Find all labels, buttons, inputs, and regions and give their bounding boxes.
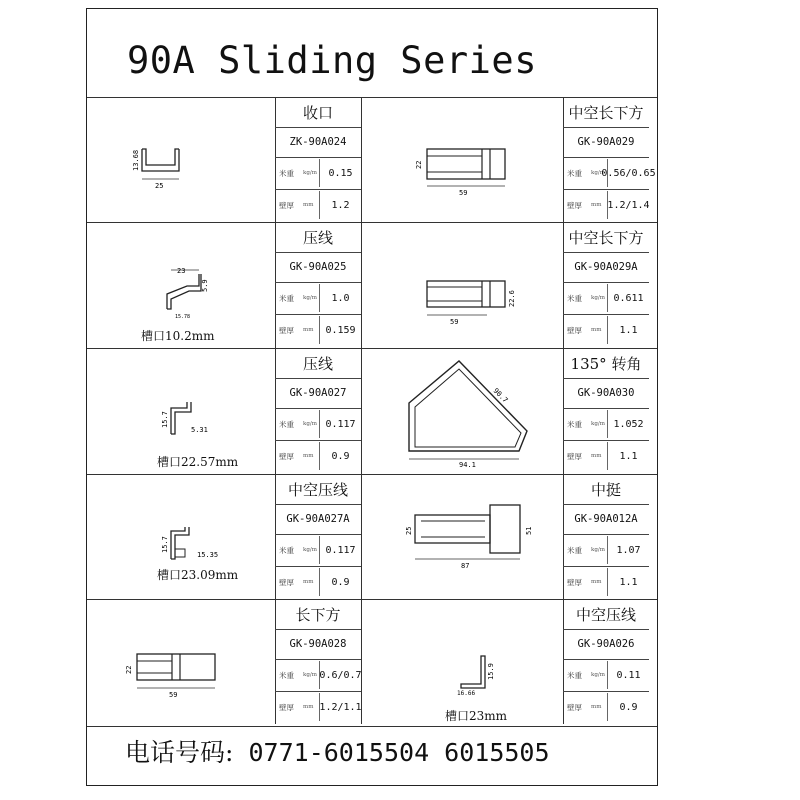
thickness-row: [275, 189, 361, 221]
thickness-label: 壁厚: [279, 200, 294, 210]
weight-value: 0.11: [616, 669, 641, 681]
dim-label: 59: [450, 318, 459, 326]
weight-label: 米重: [279, 545, 294, 555]
weight-row: [563, 408, 649, 441]
profile-drawing-gk-90a028: [117, 644, 227, 704]
profile-drawing-gk-90a012a: [397, 497, 547, 572]
thickness-label: 壁厚: [279, 451, 294, 461]
thickness-value: 0.9: [331, 450, 350, 462]
weight-row: [275, 282, 361, 315]
weight-unit: kg/m: [591, 547, 605, 553]
spec-cell: [275, 348, 361, 472]
dim-label: 22.6: [508, 290, 516, 307]
dim-label: 15.7: [161, 536, 169, 553]
weight-unit: kg/m: [591, 295, 605, 301]
dim-label: 25: [155, 182, 164, 190]
thickness-value: 1.1: [619, 324, 638, 336]
profile-name: 压线: [275, 222, 361, 253]
weight-value: 0.56/0.65: [601, 167, 656, 179]
dim-label: 22: [415, 160, 423, 169]
profile-code: GK-90A026: [563, 629, 649, 660]
dim-label: 59: [459, 189, 468, 197]
dim-label: 15.35: [197, 551, 219, 559]
slot-label: 槽口22.57mm: [157, 455, 239, 469]
spec-cell: [563, 97, 656, 221]
column-divider: [361, 97, 362, 724]
weight-row: [275, 408, 361, 441]
spec-cell: [563, 474, 649, 598]
thickness-unit: mm: [591, 202, 602, 208]
dim-label: 5.31: [191, 426, 208, 434]
profile-code: GK-90A027: [275, 378, 361, 409]
dim-label: 16.66: [457, 690, 476, 697]
weight-value: 0.6/0.7: [319, 669, 362, 681]
thickness-label: 壁厚: [279, 702, 294, 712]
dim-label: 13.68: [132, 149, 140, 171]
thickness-value: 1.1: [619, 576, 638, 588]
weight-label: 米重: [567, 670, 582, 680]
weight-value: 1.07: [616, 544, 641, 556]
thickness-row: [563, 440, 649, 472]
profile-drawing-gk-90a027a: [157, 519, 237, 569]
weight-row: [563, 659, 649, 692]
thickness-row: [563, 314, 649, 346]
thickness-value: 1.1: [619, 450, 638, 462]
thickness-row: [275, 691, 361, 723]
profile-drawing-gk-90a026: [447, 644, 517, 699]
spec-cell: [275, 599, 361, 723]
profile-drawing-gk-90a029: [407, 139, 517, 199]
thickness-row: [275, 566, 361, 598]
profile-name: 中空长下方: [563, 97, 649, 128]
dim-label: 15.78: [175, 314, 191, 320]
weight-label: 米重: [279, 168, 294, 178]
weight-unit: kg/m: [303, 672, 317, 678]
weight-unit: kg/m: [303, 170, 317, 176]
dim-label: 94.1: [459, 461, 476, 469]
weight-value: 0.117: [325, 418, 356, 430]
phone-line: [125, 733, 550, 769]
profile-name: 压线: [275, 348, 361, 379]
thickness-value: 0.159: [325, 324, 356, 336]
thickness-row: [563, 566, 649, 598]
weight-unit: kg/m: [303, 547, 317, 553]
thickness-unit: mm: [591, 579, 602, 585]
catalog-sheet: [86, 8, 658, 786]
dim-label: 87: [461, 562, 470, 570]
weight-unit: kg/m: [303, 421, 317, 427]
weight-row: [275, 157, 361, 190]
weight-label: 米重: [567, 419, 582, 429]
thickness-unit: mm: [591, 453, 602, 459]
dim-label: 90.7: [491, 386, 510, 405]
phone-label: 电话号码:: [125, 738, 234, 767]
weight-label: 米重: [279, 293, 294, 303]
thickness-unit: mm: [303, 202, 314, 208]
profile-code: GK-90A012A: [563, 504, 649, 535]
thickness-label: 壁厚: [567, 577, 582, 587]
weight-row: [563, 534, 649, 567]
profile-code: GK-90A025: [275, 252, 361, 283]
weight-unit: kg/m: [591, 672, 605, 678]
spec-cell: [563, 222, 649, 346]
profile-name: 长下方: [275, 599, 361, 630]
dim-label: 22: [125, 665, 133, 674]
thickness-unit: mm: [303, 579, 314, 585]
profile-code: GK-90A030: [563, 378, 649, 409]
thickness-unit: mm: [303, 704, 314, 710]
dim-label: 59: [169, 691, 178, 699]
thickness-label: 壁厚: [567, 451, 582, 461]
dim-label: 51: [525, 526, 533, 535]
profile-code: ZK-90A024: [275, 127, 361, 158]
thickness-unit: mm: [303, 327, 314, 333]
weight-unit: kg/m: [591, 170, 605, 176]
dim-label: 15.9: [487, 663, 495, 680]
profile-drawing-zk-90a024: [127, 139, 207, 194]
spec-cell: [275, 474, 361, 598]
profile-code: GK-90A029A: [563, 252, 649, 283]
weight-label: 米重: [567, 168, 582, 178]
weight-value: 0.117: [325, 544, 356, 556]
profile-name: 中挺: [563, 474, 649, 505]
thickness-unit: mm: [591, 327, 602, 333]
thickness-row: [563, 189, 649, 221]
thickness-row: [275, 314, 361, 346]
thickness-unit: mm: [591, 704, 602, 710]
weight-label: 米重: [279, 670, 294, 680]
thickness-value: 0.9: [619, 701, 638, 713]
phone-numbers: 0771-6015504 6015505: [248, 738, 550, 767]
thickness-value: 0.9: [331, 576, 350, 588]
profile-name: 135° 转角: [563, 348, 649, 379]
weight-row: [563, 282, 649, 315]
slot-label: 槽口23mm: [445, 709, 508, 723]
profile-drawing-gk-90a030: [399, 351, 549, 473]
weight-value: 0.611: [613, 292, 644, 304]
page-title: 90A Sliding Series: [127, 39, 537, 82]
spec-cell: [563, 348, 649, 472]
profile-drawing-gk-90a027: [157, 394, 227, 444]
weight-unit: kg/m: [303, 295, 317, 301]
thickness-label: 壁厚: [567, 200, 582, 210]
thickness-label: 壁厚: [567, 325, 582, 335]
thickness-value: 1.2/1.1: [319, 701, 362, 713]
slot-label: 槽口23.09mm: [157, 568, 239, 582]
weight-row: [275, 659, 361, 692]
profile-name: 收口: [275, 97, 361, 128]
thickness-label: 壁厚: [567, 702, 582, 712]
weight-value: 1.0: [331, 292, 350, 304]
spec-cell: [275, 222, 361, 346]
profile-name: 中空压线: [563, 599, 649, 630]
spec-cell: [275, 97, 361, 221]
weight-row: [275, 534, 361, 567]
spec-cell: [563, 599, 649, 723]
weight-value: 0.15: [328, 167, 353, 179]
weight-label: 米重: [567, 545, 582, 555]
thickness-unit: mm: [303, 453, 314, 459]
profile-code: GK-90A027A: [275, 504, 361, 535]
dim-label: 23: [177, 267, 186, 275]
weight-value: 1.052: [613, 418, 644, 430]
thickness-label: 壁厚: [279, 325, 294, 335]
weight-label: 米重: [567, 293, 582, 303]
slot-label: 槽口10.2mm: [141, 329, 215, 343]
profile-name: 中空长下方: [563, 222, 649, 253]
dim-label: 25: [405, 526, 413, 535]
profile-drawing-gk-90a025: [157, 264, 227, 324]
weight-unit: kg/m: [591, 421, 605, 427]
thickness-label: 壁厚: [279, 577, 294, 587]
row-divider: [87, 726, 657, 727]
profile-code: GK-90A028: [275, 629, 361, 660]
thickness-value: 1.2: [331, 199, 350, 211]
dim-label: 15.7: [161, 411, 169, 428]
profile-drawing-gk-90a029a: [417, 269, 527, 329]
weight-row: [563, 157, 656, 190]
weight-label: 米重: [279, 419, 294, 429]
thickness-row: [275, 440, 361, 472]
dim-label: 5.9: [201, 279, 209, 292]
profile-code: GK-90A029: [563, 127, 649, 158]
profile-name: 中空压线: [275, 474, 361, 505]
thickness-value: 1.2/1.4: [607, 199, 650, 211]
thickness-row: [563, 691, 649, 723]
